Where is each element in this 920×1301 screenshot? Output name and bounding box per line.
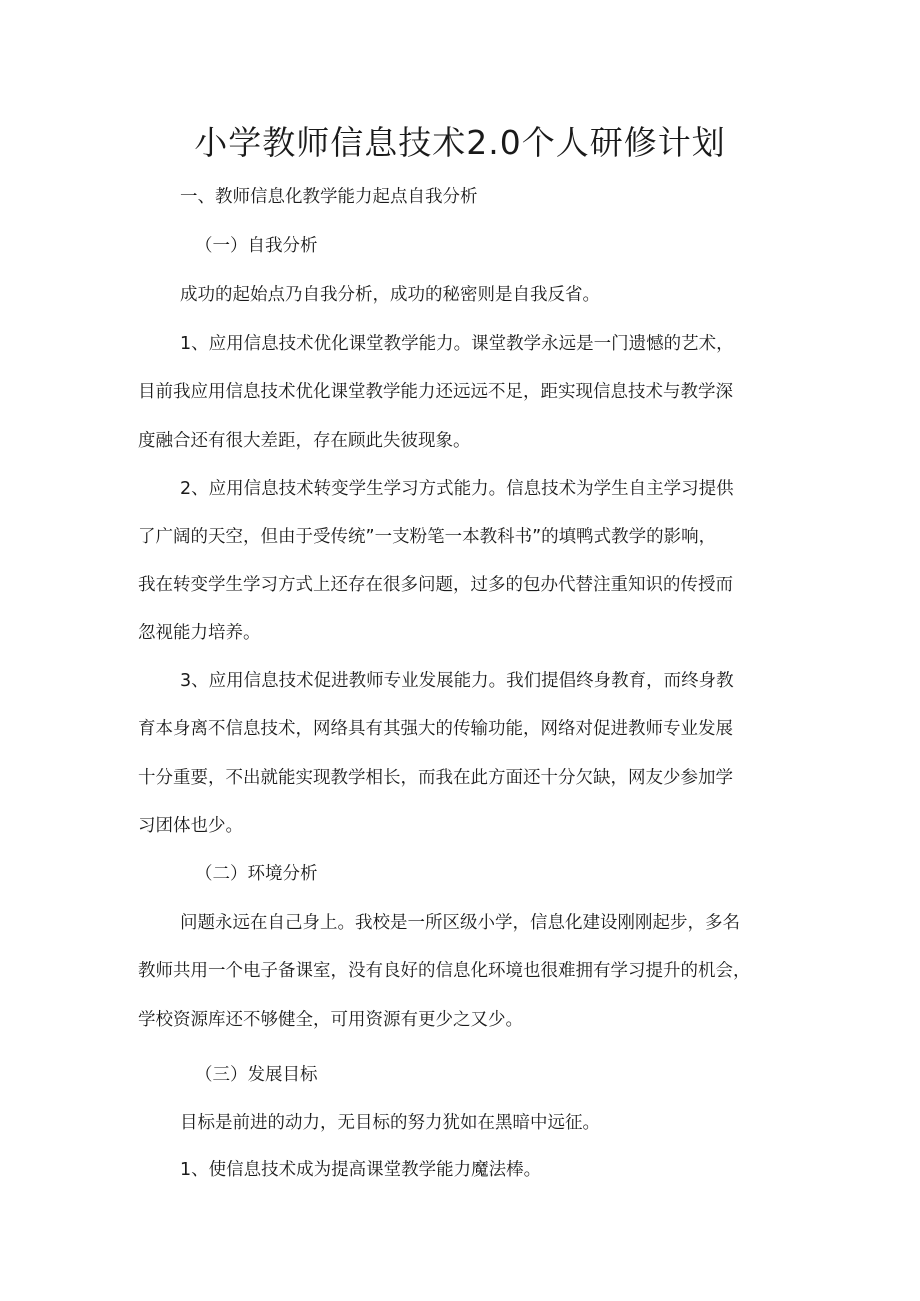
paragraph-line: 3、应用信息技术促进教师专业发展能力。我们提倡终身教育，而终身教: [180, 671, 734, 691]
subsection-heading: （一）自我分析: [195, 236, 318, 256]
subsection-heading: （三）发展目标: [195, 1065, 318, 1085]
subsection-heading: （二）环境分析: [195, 864, 318, 884]
paragraph-line: 教师共用一个电子备课室，没有良好的信息化环境也很难拥有学习提升的机会，: [138, 961, 751, 981]
paragraph-line: 学校资源库还不够健全，可用资源有更少之又少。: [138, 1010, 523, 1030]
paragraph-line: 问题永远在自己身上。我校是一所区级小学，信息化建设刚刚起步，多名: [180, 913, 740, 933]
paragraph-line: 我在转变学生学习方式上还存在很多问题，过多的包办代替注重知识的传授而: [138, 575, 733, 595]
document-title: 小学教师信息技术2.0个人研修计划: [194, 123, 726, 162]
paragraph-line: 了广阔的天空，但由于受传统”一支粉笔一本教科书”的填鸭式教学的影响，: [138, 527, 717, 547]
paragraph-line: 育本身离不信息技术，网络具有其强大的传输功能，网络对促进教师专业发展: [138, 719, 733, 739]
section-heading: 一、教师信息化教学能力起点自我分析: [180, 187, 478, 207]
paragraph-line: 成功的起始点乃自我分析，成功的秘密则是自我反省。: [180, 285, 600, 305]
paragraph-line: 度融合还有很大差距，存在顾此失彼现象。: [138, 431, 471, 451]
paragraph-line: 目前我应用信息技术优化课堂教学能力还远远不足，距实现信息技术与教学深: [138, 382, 733, 402]
paragraph-line: 目标是前进的动力，无目标的努力犹如在黑暗中远征。: [180, 1113, 600, 1133]
paragraph-line: 忽视能力培养。: [138, 623, 261, 643]
paragraph-line: 2、应用信息技术转变学生学习方式能力。信息技术为学生自主学习提供: [180, 479, 734, 499]
paragraph-line: 1、应用信息技术优化课堂教学能力。课堂教学永远是一门遗憾的艺术，: [180, 334, 734, 354]
paragraph-line: 十分重要，不出就能实现教学相长，而我在此方面还十分欠缺，网友少参加学: [138, 768, 733, 788]
paragraph-line: 1、使信息技术成为提高课堂教学能力魔法棒。: [180, 1160, 542, 1180]
paragraph-line: 习团体也少。: [138, 816, 243, 836]
